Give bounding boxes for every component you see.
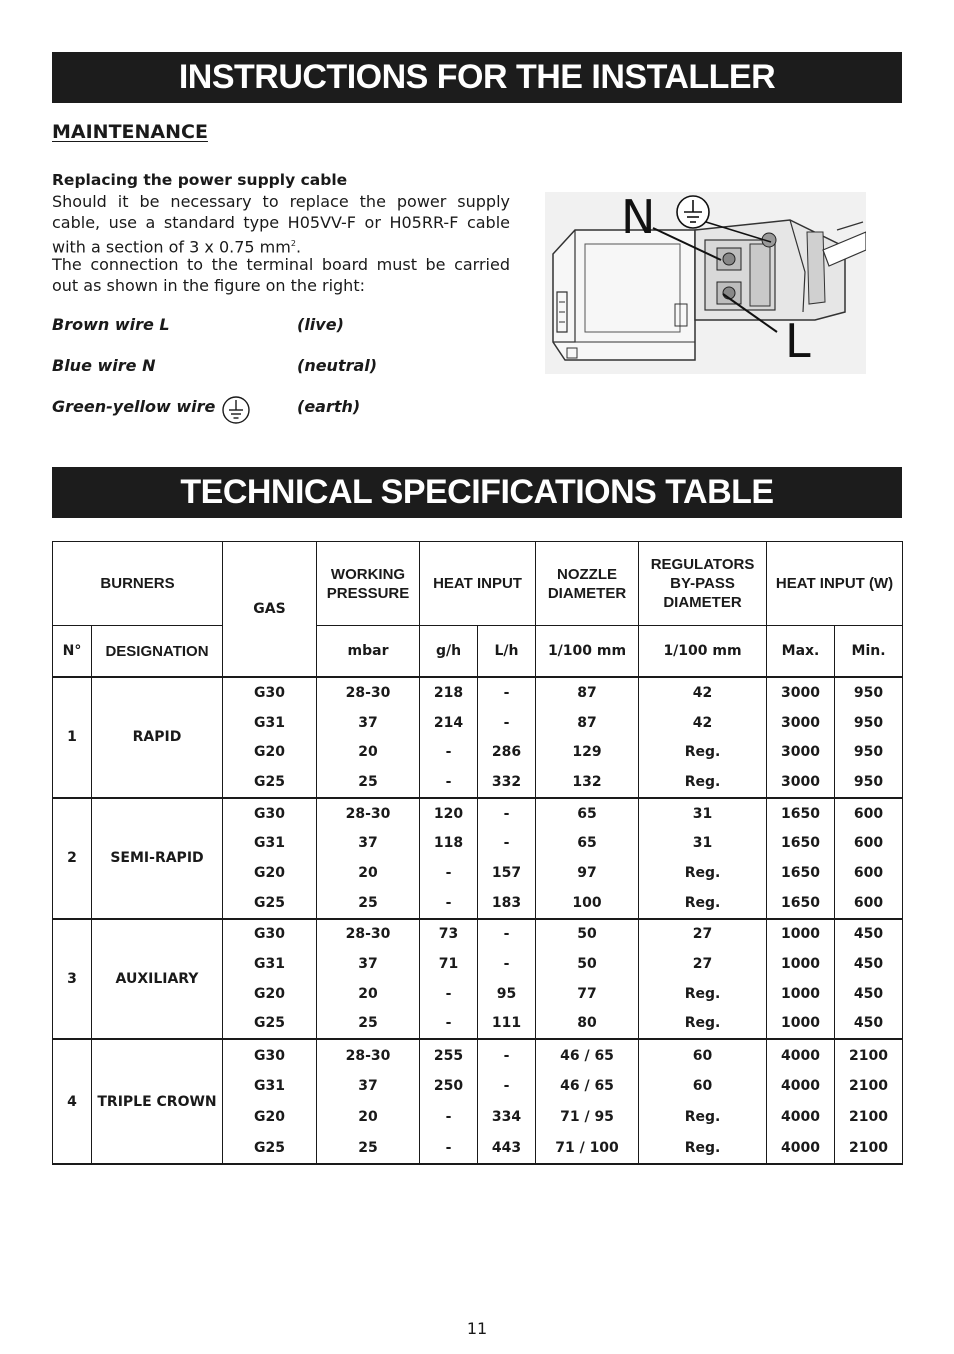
table-cell: 250 bbox=[420, 1071, 478, 1102]
table-cell: 27 bbox=[639, 919, 767, 950]
table-cell: 25 bbox=[317, 767, 420, 798]
table-cell: 25 bbox=[317, 888, 420, 919]
table-cell: 2100 bbox=[835, 1039, 903, 1071]
table-cell: - bbox=[478, 798, 536, 829]
burner-designation: RAPID bbox=[92, 677, 223, 798]
maintenance-heading: MAINTENANCE bbox=[52, 121, 208, 143]
table-cell: G25 bbox=[223, 1009, 317, 1040]
table-cell: 31 bbox=[639, 828, 767, 858]
maintenance-text-line: The connection to the terminal board must be carried bbox=[52, 255, 510, 274]
installer-instructions-banner: INSTRUCTIONS FOR THE INSTALLER bbox=[52, 52, 902, 103]
table-cell: 950 bbox=[835, 737, 903, 767]
table-cell: G30 bbox=[223, 798, 317, 829]
table-cell: 2100 bbox=[835, 1071, 903, 1102]
table-cell: - bbox=[478, 919, 536, 950]
table-cell: 450 bbox=[835, 919, 903, 950]
table-row bbox=[53, 1039, 903, 1071]
regulator-unit-header: 1/100 mm bbox=[639, 626, 767, 678]
table-cell: 332 bbox=[478, 767, 536, 798]
table-cell: 450 bbox=[835, 979, 903, 1009]
table-cell: 71 bbox=[420, 949, 478, 979]
table-cell: 77 bbox=[536, 979, 639, 1009]
earth-icon bbox=[221, 395, 251, 429]
table-cell: 50 bbox=[536, 919, 639, 950]
table-cell: 37 bbox=[317, 828, 420, 858]
table-cell: - bbox=[420, 737, 478, 767]
table-cell: Reg. bbox=[639, 1132, 767, 1164]
table-cell: 2100 bbox=[835, 1132, 903, 1164]
table-cell: 20 bbox=[317, 858, 420, 888]
table-cell: 111 bbox=[478, 1009, 536, 1040]
table-cell: G20 bbox=[223, 1102, 317, 1133]
table-cell: 60 bbox=[639, 1039, 767, 1071]
wire-role: (live) bbox=[297, 315, 344, 334]
table-cell: - bbox=[420, 888, 478, 919]
gh-unit-header: g/h bbox=[420, 626, 478, 678]
mbar-unit-header: mbar bbox=[317, 626, 420, 678]
burner-number: 4 bbox=[53, 1039, 92, 1164]
burner-designation: SEMI-RAPID bbox=[92, 798, 223, 919]
table-cell: G20 bbox=[223, 979, 317, 1009]
table-cell: 80 bbox=[536, 1009, 639, 1040]
table-cell: 42 bbox=[639, 677, 767, 708]
table-cell: 1000 bbox=[767, 979, 835, 1009]
table-cell: G31 bbox=[223, 949, 317, 979]
table-cell: 71 / 100 bbox=[536, 1132, 639, 1164]
table-cell: 1650 bbox=[767, 828, 835, 858]
table-cell: 3000 bbox=[767, 708, 835, 738]
number-header: N° bbox=[53, 626, 92, 678]
table-cell: G31 bbox=[223, 1071, 317, 1102]
neutral-label: N bbox=[621, 190, 656, 244]
table-cell: 3000 bbox=[767, 767, 835, 798]
heat-input-w-header: HEAT INPUT (W) bbox=[767, 542, 903, 626]
table-cell: 2100 bbox=[835, 1102, 903, 1133]
table-cell: 42 bbox=[639, 708, 767, 738]
table-cell: 1000 bbox=[767, 919, 835, 950]
burner-number: 3 bbox=[53, 919, 92, 1040]
table-cell: 443 bbox=[478, 1132, 536, 1164]
wire-name: Blue wire N bbox=[52, 356, 156, 375]
table-row bbox=[53, 919, 903, 950]
table-cell: Reg. bbox=[639, 888, 767, 919]
table-cell: - bbox=[478, 708, 536, 738]
lh-unit-header: L/h bbox=[478, 626, 536, 678]
burner-designation: TRIPLE CROWN bbox=[92, 1039, 223, 1164]
table-cell: 50 bbox=[536, 949, 639, 979]
table-cell: Reg. bbox=[639, 858, 767, 888]
table-cell: 4000 bbox=[767, 1039, 835, 1071]
table-cell: 4000 bbox=[767, 1102, 835, 1133]
table-cell: Reg. bbox=[639, 979, 767, 1009]
table-cell: 25 bbox=[317, 1009, 420, 1040]
table-cell: G25 bbox=[223, 1132, 317, 1164]
table-cell: 120 bbox=[420, 798, 478, 829]
table-cell: - bbox=[420, 1132, 478, 1164]
nozzle-unit-header: 1/100 mm bbox=[536, 626, 639, 678]
table-cell: - bbox=[478, 1071, 536, 1102]
wire-role: (neutral) bbox=[297, 356, 378, 375]
table-cell: 1650 bbox=[767, 858, 835, 888]
table-cell: - bbox=[420, 767, 478, 798]
table-cell: 37 bbox=[317, 949, 420, 979]
designation-header: DESIGNATION bbox=[92, 626, 223, 678]
table-cell: 600 bbox=[835, 858, 903, 888]
burners-header: BURNERS bbox=[53, 542, 223, 626]
page-number: 11 bbox=[466, 1319, 488, 1338]
table-cell: 1650 bbox=[767, 888, 835, 919]
table-cell: 450 bbox=[835, 949, 903, 979]
table-cell: 20 bbox=[317, 1102, 420, 1133]
burner-number: 2 bbox=[53, 798, 92, 919]
wire-name: Brown wire L bbox=[52, 315, 170, 334]
table-cell: 4000 bbox=[767, 1132, 835, 1164]
table-cell: 218 bbox=[420, 677, 478, 708]
table-cell: - bbox=[420, 858, 478, 888]
table-cell: 950 bbox=[835, 767, 903, 798]
table-cell: - bbox=[478, 949, 536, 979]
table-cell: 28-30 bbox=[317, 677, 420, 708]
table-cell: - bbox=[420, 979, 478, 1009]
table-cell: 157 bbox=[478, 858, 536, 888]
table-cell: 20 bbox=[317, 737, 420, 767]
table-cell: 28-30 bbox=[317, 919, 420, 950]
maintenance-text-line: cable, use a standard type H05VV-F or H05RR-F cable bbox=[52, 213, 510, 232]
table-cell: 73 bbox=[420, 919, 478, 950]
maintenance-text-line: out as shown in the figure on the right: bbox=[52, 276, 365, 295]
power-cable-subheading: Replacing the power supply cable bbox=[52, 171, 348, 189]
table-cell: 183 bbox=[478, 888, 536, 919]
terminal-board-figure bbox=[545, 192, 866, 374]
table-cell: 28-30 bbox=[317, 798, 420, 829]
table-cell: G30 bbox=[223, 677, 317, 708]
table-cell: - bbox=[478, 1039, 536, 1071]
table-cell: 46 / 65 bbox=[536, 1071, 639, 1102]
table-cell: 255 bbox=[420, 1039, 478, 1071]
table-cell: - bbox=[420, 1102, 478, 1133]
table-cell: 25 bbox=[317, 1132, 420, 1164]
table-cell: 71 / 95 bbox=[536, 1102, 639, 1133]
table-cell: 600 bbox=[835, 798, 903, 829]
table-cell: 600 bbox=[835, 828, 903, 858]
max-header: Max. bbox=[767, 626, 835, 678]
table-cell: - bbox=[478, 677, 536, 708]
table-cell: 28-30 bbox=[317, 1039, 420, 1071]
table-cell: 3000 bbox=[767, 737, 835, 767]
table-cell: 950 bbox=[835, 677, 903, 708]
table-row bbox=[53, 677, 903, 708]
table-cell: 1000 bbox=[767, 949, 835, 979]
table-cell: 129 bbox=[536, 737, 639, 767]
table-cell: 1650 bbox=[767, 798, 835, 829]
table-cell: 65 bbox=[536, 828, 639, 858]
table-cell: 60 bbox=[639, 1071, 767, 1102]
table-cell: G30 bbox=[223, 1039, 317, 1071]
table-cell: - bbox=[420, 1009, 478, 1040]
nozzle-diameter-header: NOZZLE DIAMETER bbox=[536, 542, 639, 626]
table-cell: Reg. bbox=[639, 1009, 767, 1040]
regulators-header: REGULATORS BY-PASS DIAMETER bbox=[639, 542, 767, 626]
table-cell: G31 bbox=[223, 708, 317, 738]
table-cell: 20 bbox=[317, 979, 420, 1009]
table-cell: 450 bbox=[835, 1009, 903, 1040]
table-cell: 87 bbox=[536, 677, 639, 708]
table-cell: 27 bbox=[639, 949, 767, 979]
table-cell: 214 bbox=[420, 708, 478, 738]
earth-icon bbox=[677, 196, 709, 228]
live-label: L bbox=[785, 314, 811, 368]
table-cell: 100 bbox=[536, 888, 639, 919]
table-cell: 286 bbox=[478, 737, 536, 767]
table-cell: 1000 bbox=[767, 1009, 835, 1040]
table-cell: 132 bbox=[536, 767, 639, 798]
heat-input-header: HEAT INPUT bbox=[420, 542, 536, 626]
table-row bbox=[53, 798, 903, 829]
table-cell: G31 bbox=[223, 828, 317, 858]
wire-name: Green-yellow wire bbox=[52, 397, 216, 416]
table-cell: 37 bbox=[317, 1071, 420, 1102]
table-cell: G20 bbox=[223, 737, 317, 767]
min-header: Min. bbox=[835, 626, 903, 678]
table-cell: 3000 bbox=[767, 677, 835, 708]
table-cell: 95 bbox=[478, 979, 536, 1009]
table-cell: - bbox=[478, 828, 536, 858]
maintenance-text-line: Should it be necessary to replace the power supply bbox=[52, 192, 510, 211]
table-cell: G20 bbox=[223, 858, 317, 888]
table-cell: G25 bbox=[223, 888, 317, 919]
table-cell: 37 bbox=[317, 708, 420, 738]
table-cell: 97 bbox=[536, 858, 639, 888]
table-cell: 4000 bbox=[767, 1071, 835, 1102]
maintenance-text-line: with a section of 3 x 0.75 $mm^2$. bbox=[52, 237, 302, 257]
table-cell: 600 bbox=[835, 888, 903, 919]
table-cell: 87 bbox=[536, 708, 639, 738]
table-cell: 118 bbox=[420, 828, 478, 858]
burner-designation: AUXILIARY bbox=[92, 919, 223, 1040]
table-cell: 31 bbox=[639, 798, 767, 829]
working-pressure-header: WORKING PRESSURE bbox=[317, 542, 420, 626]
technical-specifications-banner: TECHNICAL SPECIFICATIONS TABLE bbox=[52, 467, 902, 518]
table-cell: 46 / 65 bbox=[536, 1039, 639, 1071]
table-cell: Reg. bbox=[639, 737, 767, 767]
gas-header: GAS bbox=[223, 542, 317, 678]
specifications-table bbox=[52, 541, 903, 1165]
terminal-board-drawing bbox=[545, 192, 866, 374]
burner-number: 1 bbox=[53, 677, 92, 798]
table-cell: 334 bbox=[478, 1102, 536, 1133]
table-cell: G30 bbox=[223, 919, 317, 950]
table-cell: Reg. bbox=[639, 767, 767, 798]
table-cell: Reg. bbox=[639, 1102, 767, 1133]
wire-role: (earth) bbox=[297, 397, 361, 416]
table-cell: 65 bbox=[536, 798, 639, 829]
table-cell: 950 bbox=[835, 708, 903, 738]
table-cell: G25 bbox=[223, 767, 317, 798]
